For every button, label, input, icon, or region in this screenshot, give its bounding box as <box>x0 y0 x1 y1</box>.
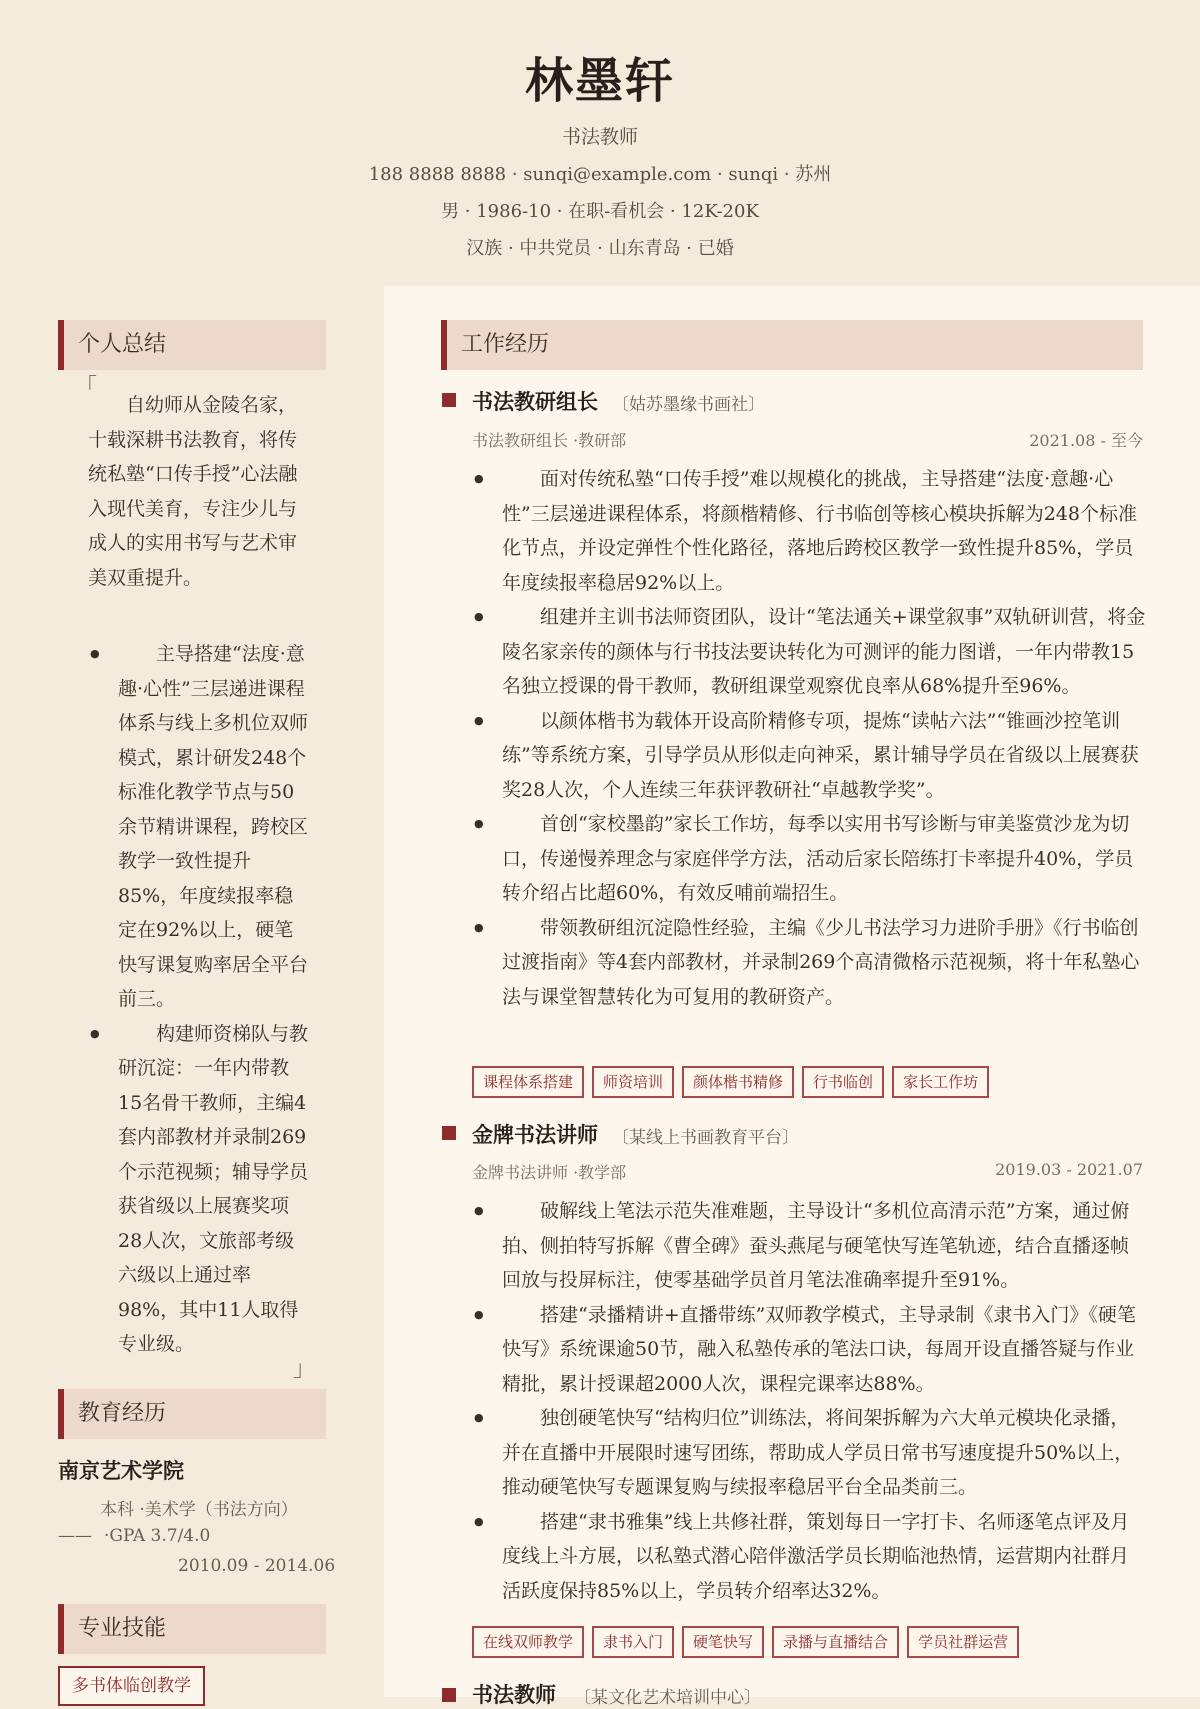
summary-text: 自幼师从金陵名家，十载深耕书法教育，将传统私塾“口传手授”心法融入现代美育，专注少儿与成人的实用书写与艺术审美双重提升。 <box>88 394 298 589</box>
list-item: ● 组建并主训书法师资团队，设计“笔法通关+课堂叙事”双轨研训营，将金陵名家亲传的颜体与行书技法要诀转化为可测评的能力图谱，一年内带教15名独立授课的骨干教师，教研组课堂观察优良率从68%提升至96%。 <box>472 600 1147 704</box>
job-title: 书法教研组长 <box>472 389 598 414</box>
resume-header <box>0 0 1200 286</box>
job-company: 〔姑苏墨缘书画社〕 <box>612 395 765 415</box>
job-title: 金牌书法讲师 <box>472 1122 598 1147</box>
education-heading: 教育经历 <box>58 1389 326 1439</box>
job-tags <box>472 1626 1019 1658</box>
job-tags <box>472 1066 989 1098</box>
candidate-name: 林墨轩 <box>524 53 675 109</box>
list-item: ● 带领教研组沉淀隐性经验，主编《少儿书法学习力进阶手册》《行书临创过渡指南》等4套内部教材，并录制269个高清微格示范视频，将十年私塾心法与课堂智慧转化为可复用的教研资产。 <box>472 911 1147 1015</box>
education-degree: 本科 ·美术学（书法方向） <box>100 1500 298 1520</box>
list-item: ● 破解线上笔法示范失准难题，主导设计“多机位高清示范”方案，通过俯拍、侧拍特写拆解《曹全碑》蚕头燕尾与硬笔快写连笔轨迹，结合直播逐帧回放与投屏标注，使零基础学员首月笔法准确率提升至91%。 <box>472 1194 1147 1298</box>
education-gpa: ·GPA 3.7/4.0 <box>104 1526 211 1546</box>
education-school: 南京艺术学院 <box>58 1458 184 1483</box>
job-marker-icon <box>442 393 456 407</box>
list-item: ● 面对传统私塾“口传手授”难以规模化的挑战，主导搭建“法度·意趣·心性”三层递进课程体系，将颜楷精修、行书临创等核心模块拆解为248个标准化节点，并设定弹性个性化路径，落地后跨校区教学一致性提升85%，学员年度续报率稳居92%以上。 <box>472 462 1147 600</box>
skill-tag: 硬笔快写 <box>682 1626 764 1658</box>
skill-tag: 学员社群运营 <box>907 1626 1019 1658</box>
skill-tag: 课程体系搭建 <box>472 1066 584 1098</box>
info-line: 男 · 1986-10 · 在职-看机会 · 12K-20K <box>441 201 759 222</box>
list-item: ● 搭建“录播精讲+直播带练”双师教学模式，主导录制《隶书入门》《硬笔快写》系统课逾50节，融入私塾传承的笔法口诀，每周开设直播答疑与作业精批，累计授课超2000人次，课程完课率达88%。 <box>472 1298 1147 1402</box>
skill-tag: 隶书入门 <box>592 1626 674 1658</box>
skill-tag: 家长工作坊 <box>892 1066 989 1098</box>
personal-line: 汉族 · 中共党员 · 山东青岛 · 已婚 <box>466 238 734 259</box>
job-company: 〔某文化艺术培训中心〕 <box>574 1688 761 1708</box>
job-bullets <box>472 1194 1147 1608</box>
candidate-title: 书法教师 <box>561 126 638 148</box>
list-item: ● 主导搭建“法度·意趣·心性”三层递进课程体系与线上多机位双师模式，累计研发248个标准化教学节点与50余节精讲课程，跨校区教学一致性提升85%，年度续报率稳定在92%以上，硬笔快写课复购率居全平台前三。 <box>88 637 308 1017</box>
job-bullets <box>472 462 1147 1014</box>
skill-tag: 录播与直播结合 <box>772 1626 899 1658</box>
quote-open-mark: 「 <box>75 375 98 400</box>
quote-close-mark: 」 <box>293 1357 316 1382</box>
contact-line: 188 8888 8888 · sunqi@example.com · sunqi · 苏州 <box>368 164 832 185</box>
education-dates: 2010.09 - 2014.06 <box>178 1556 336 1576</box>
education-dash: —— <box>58 1526 92 1546</box>
job-title: 书法教师 <box>472 1682 556 1707</box>
skills-heading: 专业技能 <box>58 1604 326 1654</box>
list-item: ● 搭建“隶书雅集”线上共修社群，策划每日一字打卡、名师逐笔点评及月度线上斗方展，以私塾式潜心陪伴激活学员长期临池热情，运营期内社群月活跃度保持85%以上，学员转介绍率达32%。 <box>472 1505 1147 1609</box>
job-marker-icon <box>442 1126 456 1140</box>
job-subtitle: 书法教研组长 ·教研部 <box>472 431 627 450</box>
list-item: ● 构建师资梯队与教研沉淀：一年内带教15名骨干教师，主编4套内部教材并录制269个示范视频；辅导学员获省级以上展赛奖项28人次，文旅部考级六级以上通过率98%，其中11人取得专业级。 <box>88 1017 308 1362</box>
job-company: 〔某线上书画教育平台〕 <box>612 1128 799 1148</box>
summary-bullets <box>88 637 308 1362</box>
list-item: ● 独创硬笔快写“结构归位”训练法，将间架拆解为六大单元模块化录播，并在直播中开展限时速写团练，帮助成人学员日常书写速度提升50%以上，推动硬笔快写专题课复购与续报率稳居平台全品类前三。 <box>472 1401 1147 1505</box>
skill-tag: 多书体临创教学 <box>58 1666 205 1706</box>
job-marker-icon <box>442 1688 456 1702</box>
skill-tag: 颜体楷书精修 <box>682 1066 794 1098</box>
skill-tag: 在线双师教学 <box>472 1626 584 1658</box>
job-dates: 2019.03 - 2021.07 <box>995 1160 1143 1179</box>
job-dates: 2021.08 - 至今 <box>1029 431 1143 450</box>
list-item: ● 首创“家校墨韵”家长工作坊，每季以实用书写诊断与审美鉴赏沙龙为切口，传递慢养理念与家庭伴学方法，活动后家长陪练打卡率提升40%，学员转介绍占比超60%，有效反哺前端招生。 <box>472 807 1147 911</box>
job-subtitle: 金牌书法讲师 ·教学部 <box>472 1163 627 1182</box>
skill-tag: 师资培训 <box>592 1066 674 1098</box>
skill-tag: 行书临创 <box>802 1066 884 1098</box>
work-heading: 工作经历 <box>441 320 1143 370</box>
list-item: ● 以颜体楷书为载体开设高阶精修专项，提炼“读帖六法”“锥画沙控笔训练”等系统方案，引导学员从形似走向神采，累计辅导学员在省级以上展赛获奖28人次，个人连续三年获评教研社“卓越教学奖”。 <box>472 704 1147 808</box>
summary-heading: 个人总结 <box>58 320 326 370</box>
